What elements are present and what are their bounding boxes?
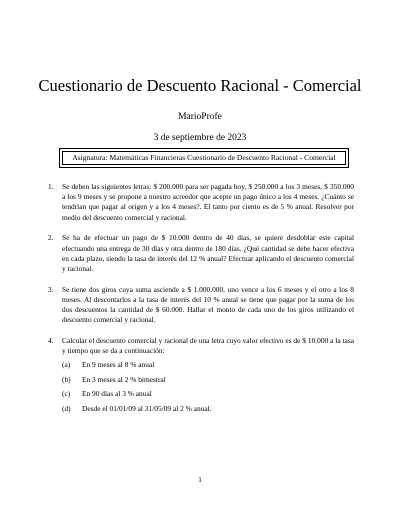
question-number: 1. (48, 182, 54, 191)
sub-question-item (62, 404, 354, 414)
sub-question-label: (d) (62, 403, 71, 413)
sub-question-item (62, 389, 354, 399)
sub-question-text: En 90 días al 3 % anual (82, 389, 152, 399)
question-item (48, 182, 354, 223)
question-number: 2. (48, 233, 54, 243)
question-item (48, 336, 354, 414)
question-list (48, 182, 354, 425)
question-text: Se ha de efectuar un pago de $ 10.000 dentro de 40 días, se quiere desdoblar este capital efectuando una entrega de 30 días y otra dentro de 180 días. ¿Qué cantidad se debe hacer efectiva en cada plazo, siendo la tasa de interés del 12 % anual? Efectuar aplicando el descuento comercial y racional. (62, 233, 354, 273)
sub-question-label: (c) (62, 389, 71, 399)
sub-question-text: En 3 meses al 2 % bimestral (82, 374, 166, 384)
sub-question-label: (a) (62, 360, 71, 370)
document-date: 3 de septiembre de 2023 (153, 133, 247, 143)
question-text: Calcular el descuento comercial y racional de una letra cuyo valor efectivo es de $ 10.000 a la tasa y tiempo que se da a continuación: (62, 335, 354, 356)
subject-box-text: Asignatura: Matemáticas Financieras Cuestionario de Descuento Racional - Comercial (62, 151, 346, 165)
sub-question-label: (b) (62, 374, 71, 384)
page-number: 1 (198, 475, 202, 484)
sub-question-item (62, 360, 354, 370)
question-item (48, 233, 354, 274)
question-item (48, 285, 354, 326)
question-text: Se deben las siguientes letras: $ 200.000 para ser pagada hoy, $ 250.000 a los 3 meses, $ 350.000 a los 9 meses y se propone a nuestro acreedor que acepte un pago único a los 4 meses. ¿Cuánto se tendrían que pagar al origen y a los 4 meses?. El tanto por ciento es de 5 % anual. Resolver por medio del descuento comercial y racional. (62, 182, 354, 222)
question-text: Se tiene dos giros cuya suma asciende a $ 1.000.000, uno vence a los 6 meses y el otro a los 8 meses. Al descontarlos a la tasa de interés del 10 % anual se tiene que pagar por la suma de los dos descuentos la cantidad de $ 60.000. Hallar el monto de cada uno de los giros utilizando el descuento comercial y racional. (62, 284, 354, 325)
sub-question-list (62, 360, 354, 414)
sub-question-text: Desde el 01/01/09 al 31/05/09 al 2 % anual. (82, 403, 212, 413)
document-title: Cuestionario de Descuento Racional - Comercial (38, 76, 362, 95)
sub-question-text: En 9 meses al 8 % anual (82, 360, 155, 370)
question-number: 3. (48, 284, 54, 294)
subject-box (59, 148, 349, 168)
question-number: 4. (48, 335, 54, 345)
document-author: MarioProfe (178, 112, 222, 122)
sub-question-item (62, 375, 354, 385)
